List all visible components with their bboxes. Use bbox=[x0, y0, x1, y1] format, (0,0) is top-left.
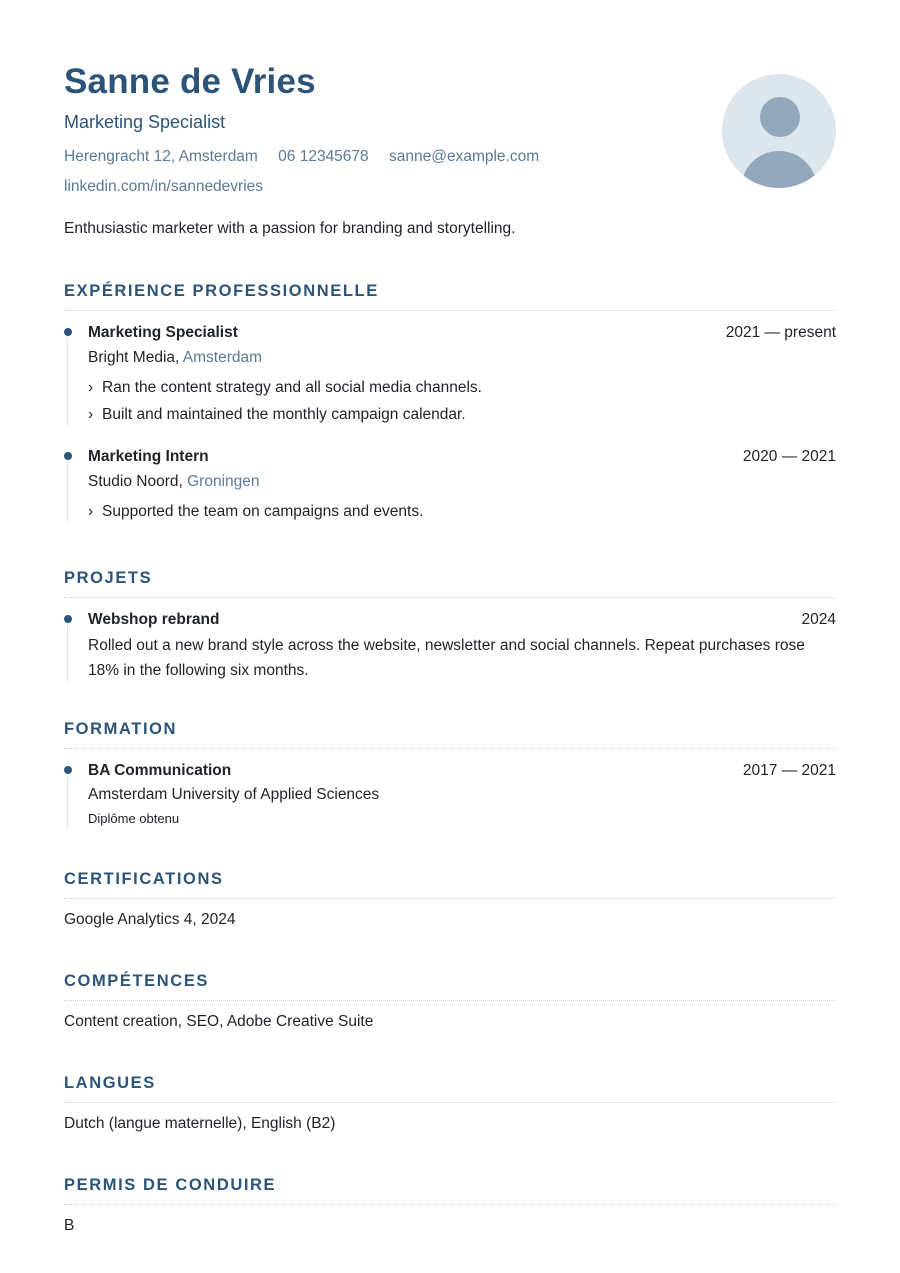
job-location: Amsterdam bbox=[182, 349, 263, 366]
list-item bbox=[88, 404, 836, 426]
email-link[interactable]: sanne@example.com bbox=[388, 148, 540, 165]
section-title-languages: LANGUES bbox=[64, 1074, 156, 1092]
timeline-dot bbox=[64, 615, 72, 623]
job-title: Marketing Specialist bbox=[88, 324, 238, 341]
section-title-projects: PROJETS bbox=[64, 569, 153, 587]
project-date: 2024 bbox=[801, 611, 836, 628]
languages-text: Dutch (langue maternelle), English (B2) bbox=[64, 1115, 336, 1132]
skills-text: Content creation, SEO, Adobe Creative Suite bbox=[64, 1013, 374, 1030]
bullet-text: Built and maintained the monthly campaign calendar. bbox=[102, 406, 466, 423]
chevron-right-icon: › bbox=[88, 379, 94, 396]
user-avatar-icon bbox=[722, 74, 836, 188]
job-employer: Bright Media, Amsterdam bbox=[88, 349, 263, 366]
certifications-text: Google Analytics 4, 2024 bbox=[64, 911, 236, 928]
timeline-line bbox=[67, 462, 68, 523]
job-bullets bbox=[88, 501, 836, 523]
experience-entry bbox=[64, 322, 836, 426]
project-description: Rolled out a new brand style across the website, newsletter and social channels. Repeat purchases rose 18% in the following six months. bbox=[88, 637, 805, 679]
section-title-certifications: CERTIFICATIONS bbox=[64, 870, 224, 888]
section-title-skills: COMPÉTENCES bbox=[64, 972, 210, 990]
degree-title: BA Communication bbox=[88, 762, 232, 779]
section-divider bbox=[64, 898, 836, 899]
list-item bbox=[88, 501, 836, 523]
skills-section bbox=[64, 970, 836, 1033]
job-employer: Studio Noord, Groningen bbox=[88, 473, 260, 490]
section-divider bbox=[64, 748, 836, 749]
section-divider bbox=[64, 1102, 836, 1103]
job-bullets bbox=[88, 377, 836, 426]
project-entry bbox=[64, 609, 836, 683]
chevron-right-icon: › bbox=[88, 503, 94, 520]
profile-summary: Enthusiastic marketer with a passion for branding and storytelling. bbox=[64, 220, 516, 237]
timeline-line bbox=[67, 625, 68, 683]
experience-entry bbox=[64, 446, 836, 523]
job-dates: 2021 — present bbox=[725, 324, 836, 341]
certifications-section bbox=[64, 868, 836, 931]
timeline-dot bbox=[64, 328, 72, 336]
bullet-text: Ran the content strategy and all social media channels. bbox=[102, 379, 482, 396]
education-section bbox=[64, 718, 836, 828]
job-location: Groningen bbox=[187, 473, 260, 490]
timeline-dot bbox=[64, 766, 72, 774]
languages-section bbox=[64, 1072, 836, 1135]
timeline-line bbox=[67, 776, 68, 828]
job-dates: 2020 — 2021 bbox=[742, 448, 836, 465]
license-section bbox=[64, 1174, 836, 1237]
section-divider bbox=[64, 310, 836, 311]
section-title-license: PERMIS DE CONDUIRE bbox=[64, 1176, 277, 1194]
resume-header bbox=[64, 0, 836, 200]
section-divider bbox=[64, 1204, 836, 1205]
company-name: Bright Media bbox=[88, 349, 176, 366]
phone-text: 06 12345678 bbox=[278, 148, 369, 165]
experience-section bbox=[64, 280, 836, 528]
avatar-body-shape bbox=[741, 151, 817, 188]
chevron-right-icon: › bbox=[88, 406, 94, 423]
avatar-head-shape bbox=[760, 97, 800, 137]
company-name: Studio Noord bbox=[88, 473, 179, 490]
list-item bbox=[88, 377, 836, 399]
projects-section bbox=[64, 567, 836, 683]
contact-line bbox=[64, 146, 555, 168]
degree-note: Diplôme obtenu bbox=[88, 811, 180, 826]
timeline-dot bbox=[64, 452, 72, 460]
section-title-experience: EXPÉRIENCE PROFESSIONNELLE bbox=[64, 282, 379, 300]
job-title: Marketing Intern bbox=[88, 448, 209, 465]
section-divider bbox=[64, 597, 836, 598]
linkedin-link[interactable]: linkedin.com/in/sannedevries bbox=[64, 178, 264, 195]
address-text: Herengracht 12, Amsterdam bbox=[64, 148, 258, 165]
license-text: B bbox=[64, 1217, 75, 1234]
project-name: Webshop rebrand bbox=[88, 611, 220, 628]
education-dates: 2017 — 2021 bbox=[742, 762, 836, 779]
candidate-name: Sanne de Vries bbox=[64, 62, 316, 101]
timeline-line bbox=[67, 338, 68, 426]
section-divider bbox=[64, 1000, 836, 1001]
section-title-education: FORMATION bbox=[64, 720, 178, 738]
candidate-role: Marketing Specialist bbox=[64, 112, 226, 132]
education-entry bbox=[64, 760, 836, 828]
school-name: Amsterdam University of Applied Sciences bbox=[88, 786, 380, 803]
bullet-text: Supported the team on campaigns and events. bbox=[102, 503, 424, 520]
